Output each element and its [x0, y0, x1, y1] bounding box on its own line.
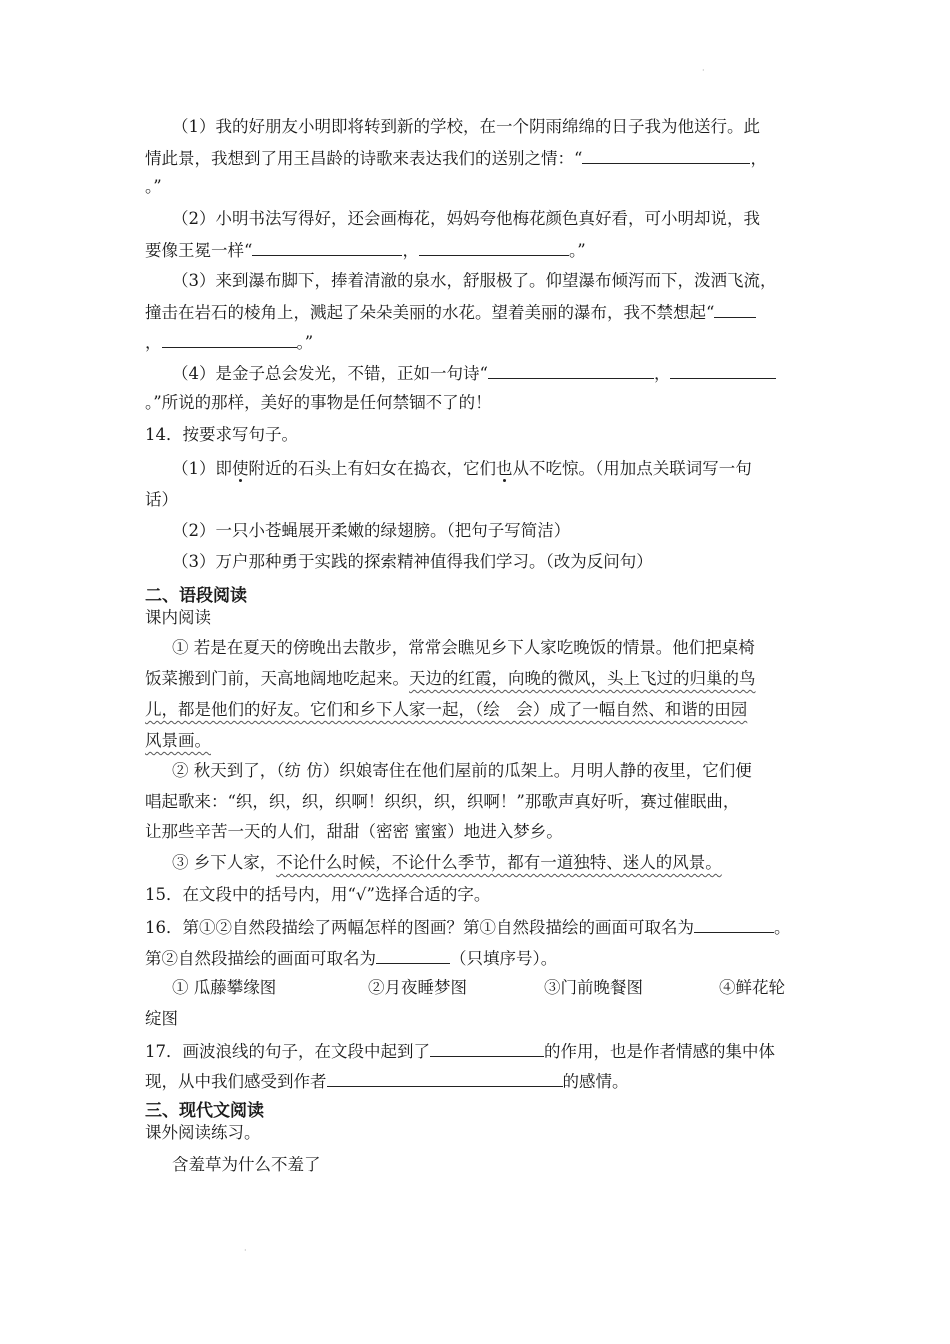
answer-blank[interactable] — [714, 301, 756, 318]
answer-blank[interactable] — [376, 947, 450, 964]
passage-p2-line1: ② 秋天到了，（纺 仿）织娘寄住在他们屋前的瓜架上。月明人静的夜里，它们便 — [172, 761, 752, 780]
section-sub-3: 课外阅读练习。 — [145, 1123, 261, 1142]
q13-item2-line2: 要像王冕一样“ ， 。” — [145, 241, 586, 260]
answer-blank[interactable] — [582, 147, 750, 164]
q13-item4-line2: 。”所说的那样，美好的事物是任何禁锢不了的！ — [145, 393, 492, 412]
answer-blank[interactable] — [419, 239, 569, 256]
corner-mark-bottom: · — [244, 1246, 247, 1255]
q14-item1-line2: 话） — [145, 490, 178, 509]
q16-option-4-wrap: 绽图 — [145, 1009, 178, 1028]
answer-blank[interactable] — [488, 362, 654, 379]
q13-item1-line3: 。” — [145, 177, 162, 196]
answer-blank[interactable] — [162, 331, 297, 348]
q13-item1-line2: 情此景，我想到了用王昌龄的诗歌来表达我们的送别之情：“ ， — [145, 149, 767, 168]
answer-blank[interactable] — [694, 916, 774, 933]
answer-blank[interactable] — [327, 1070, 563, 1087]
q13-item3-line1: （3）来到瀑布脚下，捧着清澈的泉水，舒服极了。仰望瀑布倾泻而下，泼洒飞流， — [172, 271, 777, 290]
q14-item3: （3）万户那种勇于实践的探索精神值得我们学习。（改为反问句） — [172, 552, 653, 571]
passage-p3: ③ 乡下人家，不论什么时候，不论什么季节，都有一道独特、迷人的风景。 — [172, 853, 722, 872]
wavy-underlined-sentence: 天边的红霞，向晚的微风，头上飞过的归巢的鸟 — [409, 669, 756, 688]
q15: 15．在文段中的括号内，用“√”选择合适的字。 — [145, 885, 491, 904]
q14-item1: （1）即使附近的石头上有妇女在捣衣，它们也从不吃惊。（用加点关联词写一句 — [172, 459, 752, 478]
corner-mark-top: · — [702, 66, 705, 75]
q13-item1-line1: （1）我的好朋友小明即将转到新的学校，在一个阴雨绵绵的日子我为他送行。此 — [172, 117, 760, 136]
q14-title: 14．按要求写句子。 — [145, 425, 298, 444]
q13-item4-line1: （4）是金子总会发光，不错，正如一句诗“ ， — [172, 362, 776, 385]
q16-line2: 第②自然段描绘的画面可取名为 （只填序号）。 — [145, 949, 558, 968]
q16-option-2[interactable]: ②月夜睡梦图 — [368, 978, 467, 997]
emphasis-dot-char: 使 — [232, 459, 249, 478]
q13-item3-line2: 撞击在岩石的棱角上，溅起了朵朵美丽的水花。望着美丽的瀑布，我不禁想起“ — [145, 301, 756, 324]
passage-p1-line3: 儿，都是他们的好友。它们和乡下人家一起，（绘 会）成了一幅自然、和谐的田园 — [145, 700, 748, 719]
wavy-underlined-sentence: 不论什么时候，不论什么季节，都有一道独特、迷人的风景。 — [276, 853, 722, 872]
q17-line1: 17．画波浪线的句子，在文段中起到了 的作用，也是作者情感的集中体 — [145, 1042, 775, 1061]
q16-line1: 16．第①②自然段描绘了两幅怎样的图画？第①自然段描绘的画面可取名为 。 — [145, 918, 791, 937]
passage-p1-line1: ① 若是在夏天的傍晚出去散步，常常会瞧见乡下人家吃晚饭的情景。他们把桌椅 — [172, 638, 755, 657]
answer-blank[interactable] — [670, 362, 776, 379]
q13-item3-line3: ， 。” — [145, 333, 314, 352]
emphasis-dot-char: 也 — [496, 459, 513, 478]
q14-item2: （2）一只小苍蝇展开柔嫩的绿翅膀。（把句子写简洁） — [172, 521, 571, 540]
section-heading-2: 二、语段阅读 — [145, 586, 247, 606]
passage-p1-line4: 风景画。 — [145, 731, 211, 750]
answer-blank[interactable] — [252, 239, 402, 256]
passage-p2-line2: 唱起歌来：“织，织，织，织啊！织织，织，织啊！”那歌声真好听，赛过催眠曲， — [145, 792, 740, 811]
article-title: 含羞草为什么不羞了 — [172, 1155, 321, 1174]
q16-option-3[interactable]: ③门前晚餐图 — [544, 978, 643, 997]
q17-line2: 现，从中我们感受到作者 的感情。 — [145, 1072, 629, 1091]
section-heading-3: 三、现代文阅读 — [145, 1101, 264, 1121]
passage-p1-line2: 饭菜搬到门前，天高地阔地吃起来。天边的红霞，向晚的微风，头上飞过的归巢的鸟 — [145, 669, 756, 688]
answer-blank[interactable] — [430, 1040, 544, 1057]
q13-item2-line1: （2）小明书法写得好，还会画梅花，妈妈夸他梅花颜色真好看，可小明却说，我 — [172, 209, 760, 228]
q16-option-4[interactable]: ④鲜花轮 — [719, 978, 785, 997]
q16-option-1[interactable]: ① 瓜藤攀缘图 — [172, 978, 277, 997]
passage-p2-line3: 让那些辛苦一天的人们，甜甜（密密 蜜蜜）地进入梦乡。 — [145, 822, 563, 841]
section-sub-2: 课内阅读 — [145, 608, 211, 627]
